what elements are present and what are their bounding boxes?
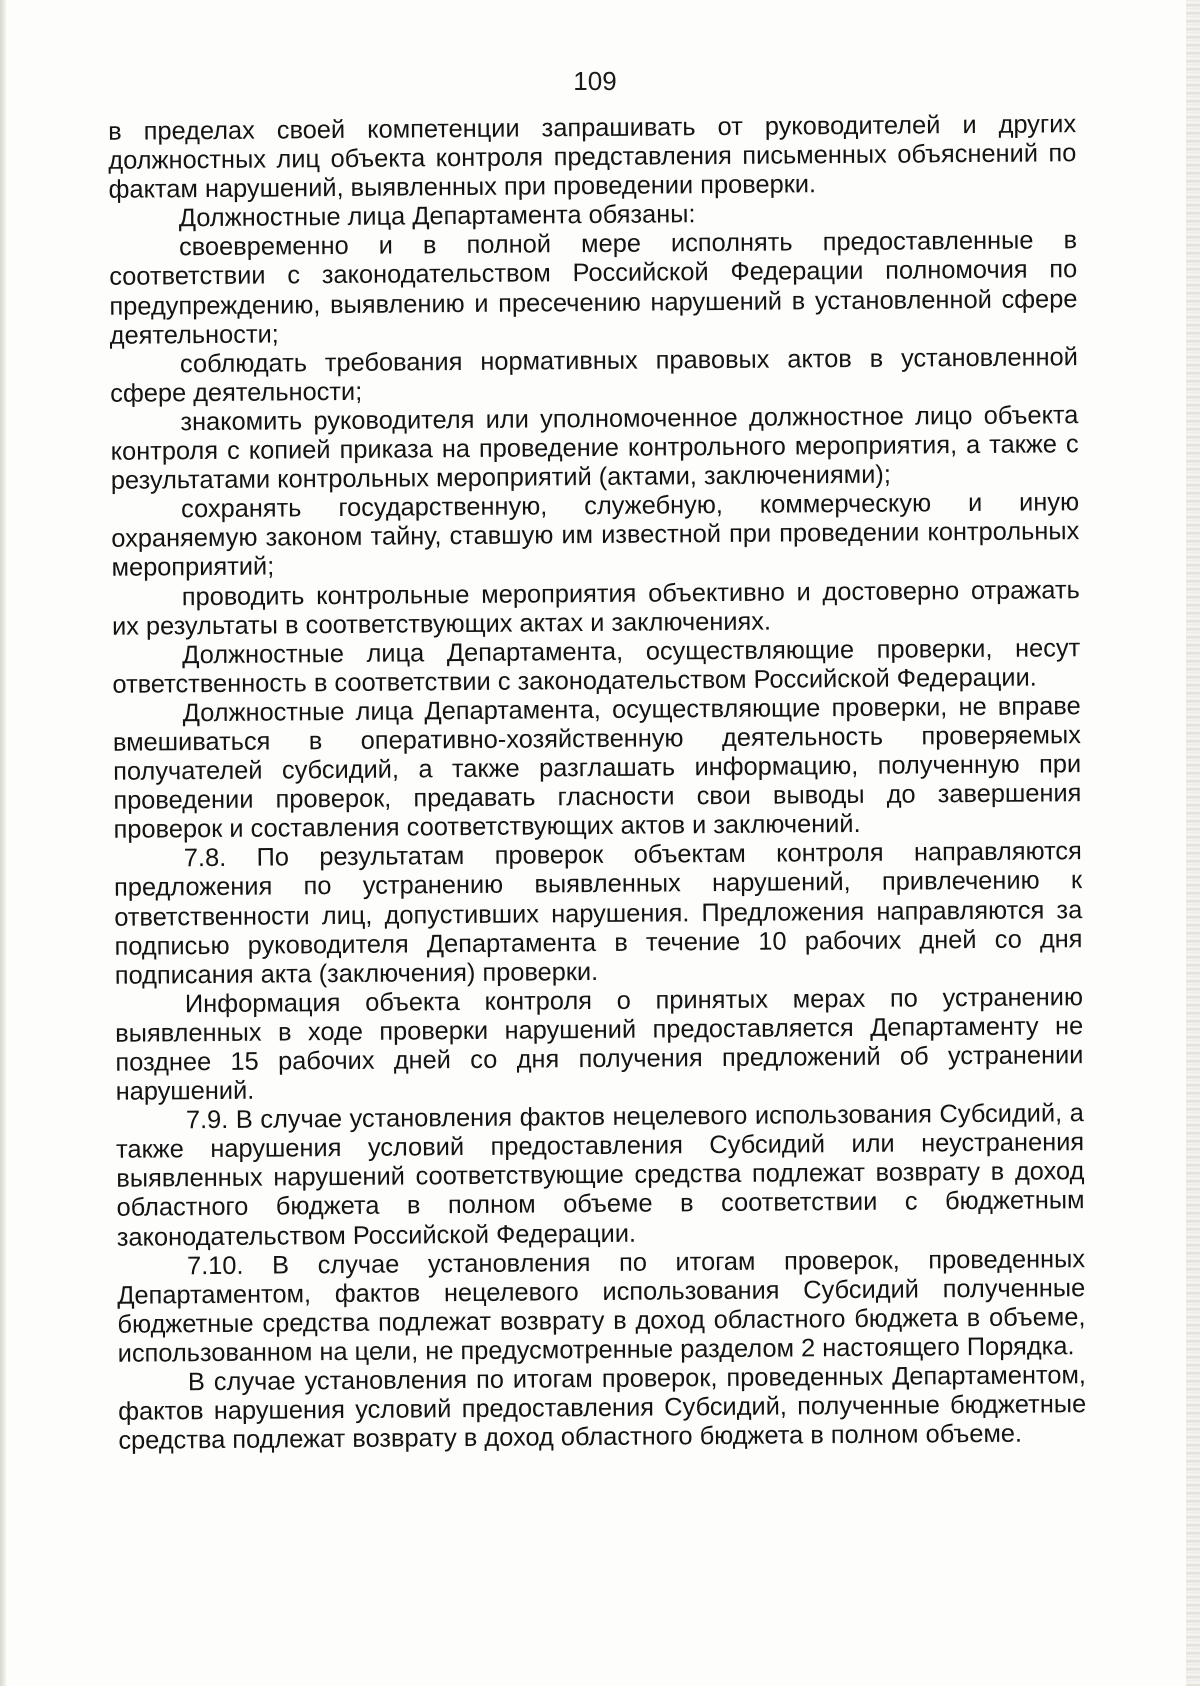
paragraph-7-9: 7.9. В случае установления фактов нецелевого использования Субсидий, а также нарушения условий предоставления Субсидий или неустранения выявленных нарушений соответствующие средства подлежат возврату в доход областного бюджета в полном объеме в соответствии с бюджетным законодательством Российской Федерации. <box>116 1099 1085 1252</box>
scan-edge-left <box>0 0 6 1686</box>
page-number: 109 <box>573 66 617 96</box>
paragraph: сохранять государственную, служебную, коммерческую и иную охраняемую законом тайну, ставшую им известной при проведении контрольных мероприятий; <box>111 488 1080 583</box>
paragraph-7-8: 7.8. По результатам проверок объектам контроля направляются предложения по устранению выявленных нарушений, привлечению к ответственности лиц, допустивших нарушения. Предложения направляются за подписью руководителя Департамента в течение 10 рабочих дней со дня подписания акта (заключения) проверки. <box>113 837 1083 990</box>
paragraph: В случае установления по итогам проверок, проведенных Департаментом, фактов нарушения условий предоставления Субсидий, полученные бюджетные средства подлежат возврату в доход областного бюджета в полном объеме. <box>118 1361 1087 1455</box>
paragraph: Информация объекта контроля о принятых мерах по устранению выявленных в ходе проверки нарушений предоставляется Департаменту не позднее 15 рабочих дней со дня получения предложений об устранении нарушений. <box>115 982 1084 1106</box>
paragraph: проводить контрольные мероприятия объективно и достоверно отражать их результаты в соответствующих актах и заключениях. <box>111 575 1080 641</box>
paragraph: Должностные лица Департамента, осуществляющие проверки, несут ответственность в соответствии с законодательством Российской Федерации. <box>112 633 1081 699</box>
scan-edge-right <box>1186 0 1200 1686</box>
paragraph: своевременно и в полной мере исполнять предоставленные в соответствии с законодательством Российской Федерации полномочия по предупреждению, выявлению и пресечению нарушений в установленной сфере деятельности; <box>109 226 1078 350</box>
paragraph: Должностные лица Департамента, осуществляющие проверки, не вправе вмешиваться в оперативно-хозяйственную деятельность проверяемых получателей субсидий, а также разглашать информацию, полученную при проведении проверок, предавать гласности свои выводы до завершения проверок и составления соответствующих актов и заключений. <box>112 692 1082 845</box>
paragraph: Должностные лица Департамента обязаны: <box>178 200 696 233</box>
paragraph: знакомить руководителя или уполномоченное должностное лицо объекта контроля с копией приказа на проведение контрольного мероприятия, а также с результатами контрольных мероприятий (актами, заключениями); <box>110 401 1079 495</box>
paragraph: соблюдать требования нормативных правовых актов в установленной сфере деятельности; <box>110 342 1079 408</box>
paragraph: в пределах своей компетенции запрашивать от руководителей и других должностных лиц объекта контроля представления письменных объяснений по фактам нарушений, выявленных при проведении проверки. <box>108 110 1077 204</box>
document-body <box>108 110 1086 1456</box>
paragraph-7-10: 7.10. В случае установления по итогам проверок, проведенных Департаментом, фактов нецелевого использования Субсидий полученные бюджетные средства подлежат возврату в доход областного бюджета в объеме, использованном на цели, не предусмотренные разделом 2 настоящего Порядка. <box>117 1244 1086 1368</box>
